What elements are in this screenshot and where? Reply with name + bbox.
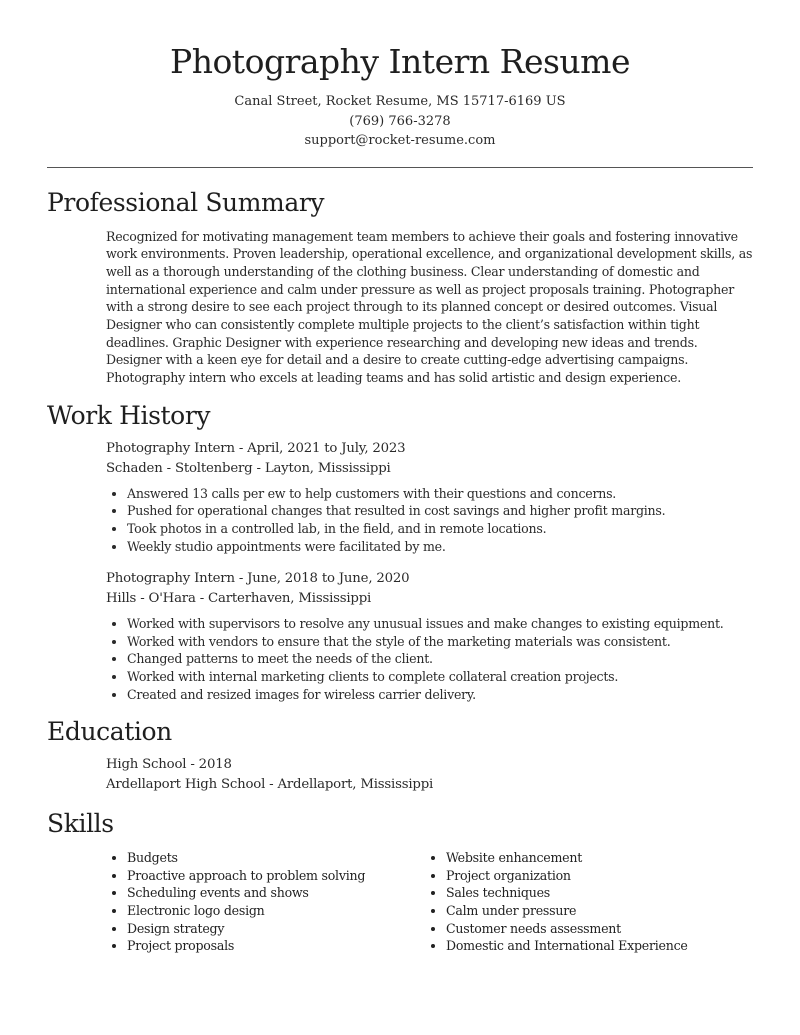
skills-columns: [106, 849, 800, 955]
summary-text: Recognized for motivating management team members to achieve their goals and fostering innovative work environments. Proven leadership, operational excellence, and organizational development skills, as well as a thorough understanding of the clothing business. Clear understanding of domestic and international experience and calm under pressure as well as project proposals training. Photographer with a strong desire to see each project through to its planned concept or desired outcomes. Visual Designer who can consistently complete multiple projects to the client’s satisfaction within tight deadlines. Graphic Designer with experience researching and developing new ideas and trends. Designer with a keen eye for detail and a desire to create cutting-edge advertising campaigns. Photography intern who excels at leading teams and has solid artistic and design experience.: [106, 228, 753, 386]
job-bullets: [106, 615, 754, 703]
contact-phone: (769) 766-3278: [349, 113, 451, 129]
job-bullet: • Took photos in a controlled lab, in the field, and in remote locations.: [127, 520, 754, 538]
job-bullet: • Changed patterns to meet the needs of the client.: [127, 650, 754, 668]
job-bullet: • Answered 13 calls per ew to help customers with their questions and concerns.: [127, 485, 754, 503]
skill-item: • Website enhancement: [446, 849, 688, 867]
job-bullets: [106, 485, 754, 555]
work-history-section: [0, 399, 800, 703]
skills-section: [0, 807, 800, 955]
education-heading: Education: [47, 717, 172, 747]
summary-section: [0, 186, 800, 387]
skills-list-left: [106, 849, 425, 955]
skill-item: • Customer needs assessment: [446, 920, 688, 938]
job-entry: [106, 439, 754, 555]
skill-item: • Domestic and International Experience: [446, 937, 688, 955]
skill-item: • Calm under pressure: [446, 902, 688, 920]
job-company-line: Schaden - Stoltenberg - Layton, Mississippi: [106, 460, 391, 476]
header-divider: [47, 167, 753, 168]
work-history-heading: Work History: [47, 400, 211, 430]
job-entry: [106, 569, 754, 703]
skill-item: • Proactive approach to problem solving: [127, 867, 425, 885]
job-company-line: Hills - O'Hara - Carterhaven, Mississippi: [106, 591, 372, 607]
contact-block: [0, 92, 800, 151]
education-school-line: Ardellaport High School - Ardellaport, Mississippi: [106, 777, 434, 793]
education-entry: [106, 755, 754, 795]
resume-header: [0, 0, 800, 151]
skill-item: • Scheduling events and shows: [127, 884, 425, 902]
job-title-line: Photography Intern - June, 2018 to June, 2020: [106, 571, 410, 587]
job-bullet: • Worked with internal marketing clients to complete collateral creation projects.: [127, 668, 754, 686]
job-title-line: Photography Intern - April, 2021 to July, 2023: [106, 440, 406, 456]
job-bullet: • Pushed for operational changes that resulted in cost savings and higher profit margins.: [127, 502, 754, 520]
education-section: [0, 715, 800, 795]
skills-heading: Skills: [47, 809, 114, 839]
skill-item: • Design strategy: [127, 920, 425, 938]
summary-heading: Professional Summary: [47, 187, 325, 217]
education-degree-line: High School - 2018: [106, 757, 232, 773]
job-bullet: • Created and resized images for wireless carrier delivery.: [127, 686, 754, 704]
job-bullet: • Weekly studio appointments were facilitated by me.: [127, 538, 754, 556]
skill-item: • Sales techniques: [446, 884, 688, 902]
skill-item: • Budgets: [127, 849, 425, 867]
skill-item: • Project organization: [446, 867, 688, 885]
resume-title: Photography Intern Resume: [169, 42, 631, 81]
skill-item: • Electronic logo design: [127, 902, 425, 920]
skill-item: • Project proposals: [127, 937, 425, 955]
contact-address: Canal Street, Rocket Resume, MS 15717-6169 US: [234, 94, 566, 109]
skills-list-right: [425, 849, 688, 955]
job-bullet: • Worked with vendors to ensure that the style of the marketing materials was consistent.: [127, 633, 754, 651]
contact-email: support@rocket-resume.com: [304, 133, 496, 148]
job-bullet: • Worked with supervisors to resolve any unusual issues and make changes to existing equipment.: [127, 615, 754, 633]
summary-body: [106, 228, 754, 387]
